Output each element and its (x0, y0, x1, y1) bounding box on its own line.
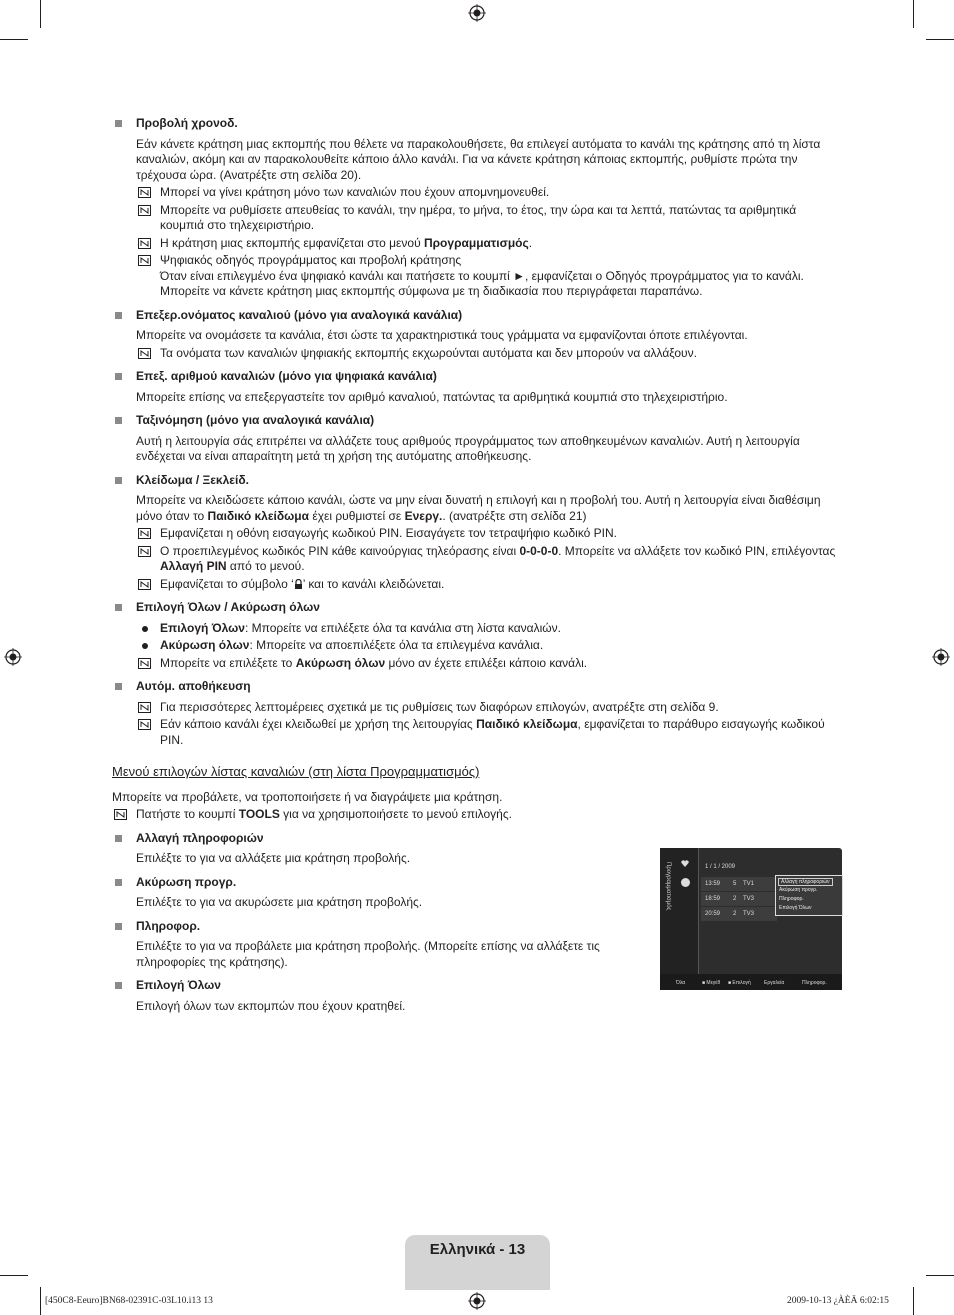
note-icon (138, 528, 151, 539)
section-title: Αλλαγή πληροφοριών (136, 830, 264, 845)
square-bullet-icon (115, 604, 122, 611)
option-cancel-schedule (112, 875, 636, 911)
bold-term: Ακύρωση όλων (160, 638, 250, 652)
note-icon (114, 809, 127, 820)
section-title: Κλείδωμα / Ξεκλείδ. (136, 472, 249, 487)
note-text: Πατήστε το κουμπί (136, 807, 239, 821)
tv-date: 1 / 1 / 2009 (705, 864, 736, 870)
clock-icon (681, 878, 690, 887)
tv-bottom-bar (660, 974, 842, 990)
tv-row-channel: TV3 (743, 911, 755, 917)
list-item (136, 638, 842, 654)
paragraph: Αυτή η λειτουργία σάς επιτρέπει να αλλάζετε τους αριθμούς προγράμματος των αποθηκευμένων καναλιών. Αυτή η λειτουργία ενδέχεται να είναι απαραίτητη μετά τη χρήση της αυτόματης αποθήκευσης. (136, 433, 800, 463)
tv-list-row (701, 892, 777, 906)
text: : Μπορείτε να επιλέξετε όλα τα κανάλια στη λίστα καναλιών. (244, 620, 561, 635)
crop-mark (0, 1275, 28, 1276)
note-text: Μπορεί να γίνει κράτηση μόνο των καναλιών που έχουν απομνημονευθεί. (160, 185, 550, 199)
crop-mark (913, 1287, 914, 1315)
crop-mark (0, 39, 28, 40)
text: : Μπορείτε να αποεπιλέξετε όλα τα επιλεγμένα κανάλια. (249, 638, 544, 652)
tv-menu-item: Αλλαγή πληροφοριών (778, 878, 833, 886)
note-icon (138, 255, 151, 266)
bold-term: Ακύρωση όλων (295, 655, 386, 670)
note (136, 185, 842, 201)
bullet-dot-icon (142, 626, 148, 632)
paragraph: Επιλογή όλων των εκπομπών που έχουν κρατηθεί. (136, 998, 406, 1013)
section-lock-unlock (112, 473, 842, 593)
tv-sidebar (660, 848, 699, 974)
intro-paragraph: Μπορείτε να προβάλετε, να τροποποιήσετε ή να διαγράψετε μια κράτηση. (112, 789, 503, 804)
note (136, 236, 842, 252)
tv-bar-item: ■ Μεγέθ (702, 980, 721, 986)
paragraph: Επιλέξτε το για να προβάλετε μια κράτηση προβολής. (Μπορείτε επίσης να αλλάξετε τις πληροφορίες της κράτησης). (136, 939, 600, 969)
square-bullet-icon (115, 417, 122, 424)
note-text: Τα ονόματα των καναλιών ψηφιακής εκπομπής εκχωρούνται αυτόματα και δεν μπορούν να αλλάξουν. (160, 345, 697, 360)
section-title: Προβολή χρονοδ. (136, 116, 238, 130)
note-text: ’ και το κανάλι κλειδώνεται. (302, 576, 445, 591)
tv-bar-item: ■ Επιλογή (728, 980, 751, 986)
list-item (136, 621, 842, 637)
tv-bar-item: Όλα (676, 980, 686, 986)
tv-row-number: 5 (733, 881, 737, 887)
tv-row-time: 13:59 (705, 881, 721, 887)
note-text: . Μπορείτε να αλλάξετε τον κωδικό PIN, επιλέγοντας (558, 543, 836, 558)
bold-term: Παιδικό κλείδωμα (476, 717, 578, 731)
registration-mark-icon (468, 1292, 486, 1310)
option-select-all (112, 978, 636, 1014)
print-slug-left: [450C8-Eeuro]BN68-02391C-03L10.i13 13 (45, 1296, 213, 1306)
section-edit-channel-number (112, 369, 842, 405)
crop-mark (926, 39, 954, 40)
option-change-info (112, 831, 636, 867)
note (112, 807, 842, 823)
tv-row-number: 2 (733, 896, 737, 902)
note-text: Η κράτηση μιας εκπομπής εμφανίζεται στο μενού (160, 235, 424, 250)
bold-term: Επιλογή Όλων (160, 620, 245, 635)
section-edit-channel-name (112, 308, 842, 362)
bold-term: Αλλαγή PIN (160, 559, 227, 573)
square-bullet-icon (115, 683, 122, 690)
note (136, 346, 842, 362)
note-text: Για περισσότερες λεπτομέρειες σχετικά με τις ρυθμίσεις των διαφόρων επιλογών, ανατρέξτε στη σελίδα 9. (160, 699, 719, 714)
paragraph: Επιλέξτε το για να αλλάξετε μια κράτηση προβολής. (136, 851, 411, 865)
square-bullet-icon (115, 982, 122, 989)
square-bullet-icon (115, 879, 122, 886)
note (136, 253, 842, 300)
note-icon (138, 546, 151, 557)
tv-row-channel: TV1 (743, 881, 755, 887)
tv-list-row (701, 907, 777, 921)
section-title: Ακύρωση προγρ. (136, 874, 237, 889)
note (136, 526, 842, 542)
note (136, 577, 842, 593)
registration-mark-icon (468, 4, 486, 22)
print-slug-right: 2009-10-13 ¿ÀÈÄ 6:02:15 (787, 1296, 889, 1306)
note-text: Μπορείτε να επιλέξετε το (160, 655, 296, 670)
note (136, 656, 842, 672)
note-text: . (528, 235, 533, 250)
bold-term: TOOLS (238, 807, 280, 821)
section-select-all (112, 600, 842, 671)
heart-icon (681, 860, 689, 867)
note-icon (138, 205, 151, 216)
tv-bar-item: Πληροφορ. (802, 980, 827, 986)
note-icon (138, 658, 151, 669)
note-icon (138, 238, 151, 249)
section-title: Επεξ. αριθμού καναλιών (μόνο για ψηφιακά κανάλια) (136, 369, 437, 383)
note-text: Εμφανίζεται η οθόνη εισαγωγής κωδικού PIN. Εισαγάγετε τον τετραψήφιο κωδικό PIN. (160, 526, 618, 540)
note (136, 717, 842, 748)
tv-menu-item: Πληροφορ. (779, 896, 804, 902)
page-number: Ελληνικά - 13 (429, 1241, 526, 1258)
section-title: Επιλογή Όλων / Ακύρωση όλων (136, 600, 320, 614)
note (136, 700, 842, 716)
bold-term: Παιδικό κλείδωμα (207, 508, 310, 523)
section-title: Επιλογή Όλων (136, 978, 221, 992)
tv-menu-item: Ακύρωση προγρ. (779, 887, 818, 893)
tv-tools-menu (775, 875, 843, 916)
crop-mark (40, 1287, 41, 1315)
section-timer-view (112, 116, 842, 300)
text: . (ανατρέξτε στη σελίδα 21) (442, 508, 587, 523)
note-icon (138, 187, 151, 198)
note-icon (138, 719, 151, 730)
tv-screenshot (660, 848, 842, 990)
registration-mark-icon (932, 648, 950, 666)
note (136, 203, 842, 234)
tv-row-time: 18:59 (705, 896, 721, 902)
square-bullet-icon (115, 835, 122, 842)
paragraph: Μπορείτε επίσης να επεξεργαστείτε τον αριθμό καναλιού, πατώντας τα αριθμητικά κουμπιά στο τηλεχειριστήριο. (136, 389, 728, 404)
square-bullet-icon (115, 923, 122, 930)
note-text: Εάν κάποιο κανάλι έχει κλειδωθεί με χρήση της λειτουργίας (160, 717, 477, 731)
section-title: Επεξερ.ονόματος καναλιού (μόνο για αναλογικά κανάλια) (136, 307, 463, 322)
note-text: Όταν είναι επιλεγμένο ένα ψηφιακό κανάλι και πατήσετε το κουμπί ►, εμφανίζεται ο Οδηγός προγράμματος για το κανάλι. Μπορείτε να κάνετε κράτηση μιας εκπομπής σύμφωνα με τη διαδικασία που περιγράφεται παραπάνω. (160, 268, 804, 298)
tv-menu-item: Επιλογή Όλων (779, 905, 812, 911)
square-bullet-icon (115, 312, 122, 319)
section-sort (112, 413, 842, 465)
option-information (112, 919, 636, 971)
note-text: από το μενού. (226, 559, 305, 573)
note (136, 544, 842, 575)
crop-mark (40, 0, 41, 28)
paragraph: Μπορείτε να ονομάσετε τα κανάλια, έτσι ώστε τα χαρακτηριστικά τους γράμματα να εμφανίζονται όποτε επιλέγονται. (136, 328, 748, 342)
tv-sidebar-label: Προγραμματισμός (665, 862, 671, 911)
paragraph (136, 493, 842, 524)
tv-list-row (701, 877, 777, 891)
registration-mark-icon (4, 648, 22, 666)
paragraph: Επιλέξτε το για να ακυρώσετε μια κράτηση προβολής. (136, 895, 423, 909)
section-title: Πληροφορ. (136, 918, 201, 933)
tv-row-number: 2 (733, 911, 737, 917)
note-text: Εμφανίζεται το σύμβολο ‘ (160, 576, 294, 591)
note-icon (138, 579, 151, 590)
square-bullet-icon (115, 373, 122, 380)
text: Μπορείτε να κλειδώσετε κάποιο κανάλι, ώστε να μην είναι δυνατή η επιλογή και η προβολή του. Αυτή η λειτουργία είναι διαθέσιμη μόνο όταν το (136, 493, 821, 523)
bold-term: Προγραμματισμός (423, 235, 529, 250)
section-auto-store (112, 679, 842, 748)
paragraph: Εάν κάνετε κράτηση μιας εκπομπής που θέλετε να παρακολουθήσετε, θα επιλεγεί αυτόματα το κανάλι της κράτησης από τη λίστα καναλιών, ακόμη και αν παρακολουθείτε κάποιο άλλο κανάλι. Για να κάνετε κράτηση κάποιας εκπομπής, ρυθμίστε πρώτα την τρέχουσα ώρα. (Ανατρέξτε στη σελίδα 20). (136, 136, 821, 182)
tv-bar-item: Εργαλεία (764, 980, 785, 986)
note-text: Ψηφιακός οδηγός προγράμματος και προβολή κράτησης (160, 253, 462, 267)
tv-row-channel: TV3 (743, 896, 755, 902)
subsection-heading: Μενού επιλογών λίστας καναλιών (στη λίστα Προγραμματισμός) (112, 764, 480, 779)
lock-icon (294, 579, 303, 589)
note-text: μόνο αν έχετε επιλέξει κάποιο κανάλι. (385, 655, 588, 670)
note-text: Μπορείτε να ρυθμίσετε απευθείας το κανάλι, την ημέρα, το μήνα, το έτος, την ώρα και τα λεπτά, πατώντας τα αριθμητικά κουμπιά στο τηλεχειριστήριο. (160, 202, 797, 232)
square-bullet-icon (115, 477, 122, 484)
bullet-dot-icon (142, 643, 148, 649)
note-text: , εμφανίζεται το παράθυρο εισαγωγής κωδικού PIN. (160, 717, 825, 747)
section-title: Ταξινόμηση (μόνο για αναλογικά κανάλια) (136, 413, 375, 427)
square-bullet-icon (115, 120, 122, 127)
note-text: για να χρησιμοποιήσετε το μενού επιλογής. (279, 807, 512, 821)
bold-term: Ενεργ. (404, 508, 443, 523)
section-title: Αυτόμ. αποθήκευση (136, 679, 251, 693)
crop-mark (913, 0, 914, 28)
note-icon (138, 702, 151, 713)
crop-mark (926, 1275, 954, 1276)
bold-term: 0-0-0-0 (519, 543, 559, 558)
text: έχει ρυθμιστεί σε (309, 508, 405, 523)
tv-row-time: 20:59 (705, 911, 721, 917)
note-icon (138, 348, 151, 359)
note-text: Ο προεπιλεγμένος κωδικός PIN κάθε καινούργιας τηλεόρασης είναι (160, 543, 520, 558)
